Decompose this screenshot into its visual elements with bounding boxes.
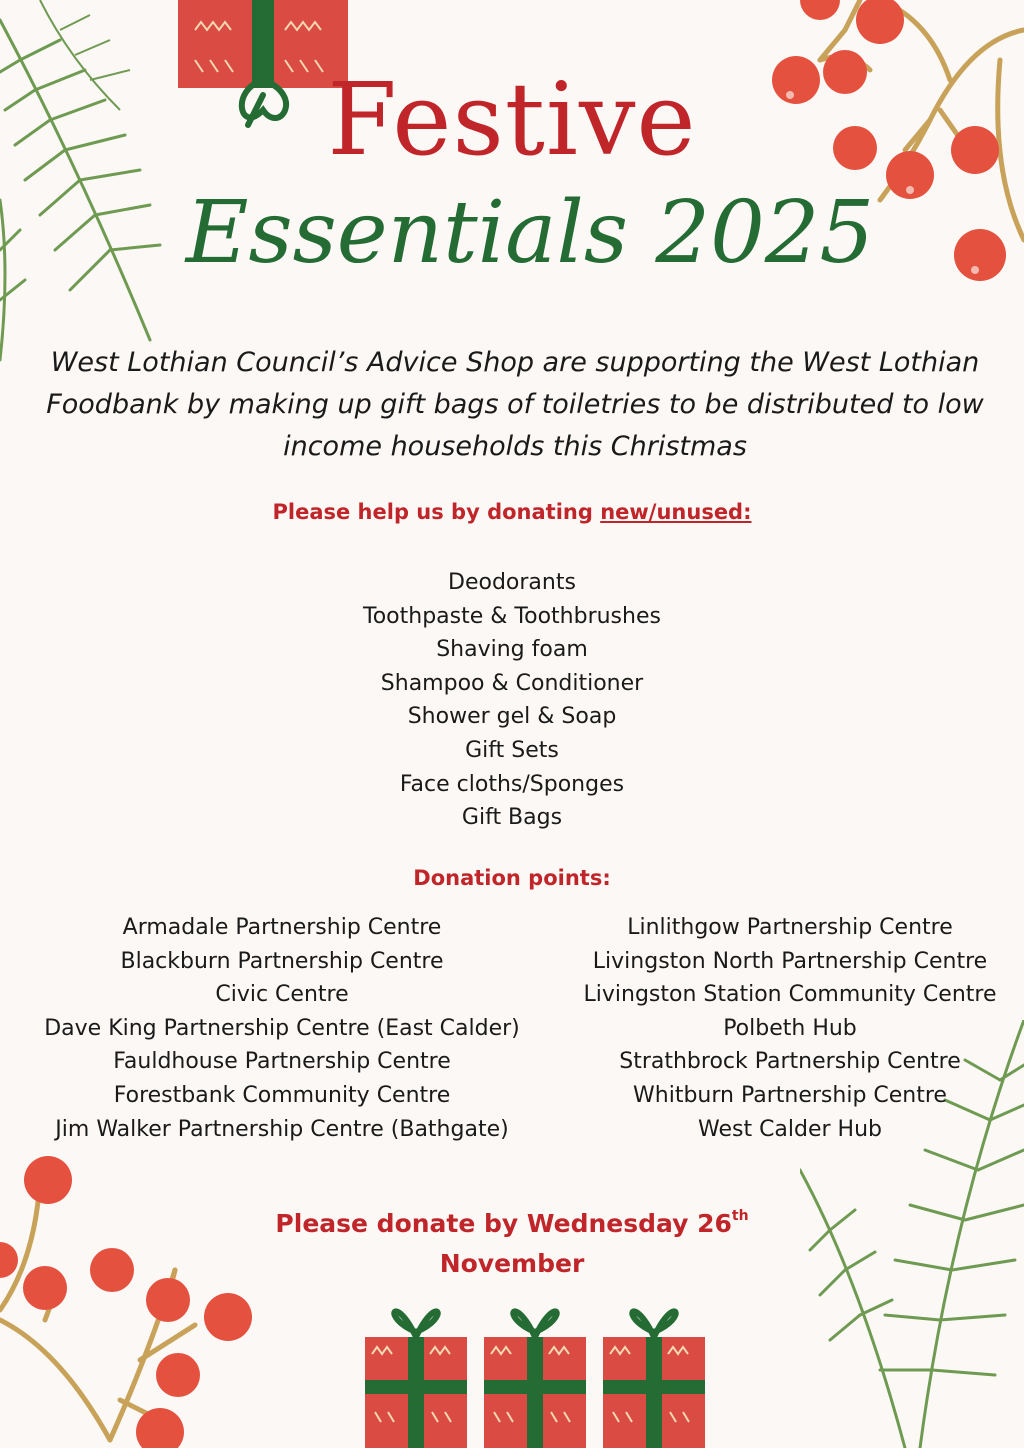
list-item: Polbeth Hub [723, 1015, 857, 1041]
list-item: West Calder Hub [697, 1116, 883, 1142]
list-item: Shampoo & Conditioner [380, 670, 644, 696]
list-item: Toothpaste & Toothbrushes [363, 603, 661, 629]
list-item: Strathbrock Partnership Centre [619, 1049, 961, 1075]
list-item: Shaving foam [436, 637, 588, 663]
list-item: Deodorants [448, 570, 576, 595]
donation-points-right [556, 911, 1024, 1146]
title-essentials: Essentials 2025 [185, 183, 875, 283]
deadline-ordinal: th [731, 1208, 749, 1224]
donation-items-list [0, 566, 1024, 835]
list-item: Armadale Partnership Centre [122, 915, 442, 940]
list-item: Whitburn Partnership Centre [633, 1082, 947, 1108]
donation-request-heading [0, 500, 1024, 524]
donation-request-emphasis: new/unused: [600, 500, 752, 524]
list-item: Forestbank Community Centre [113, 1082, 451, 1108]
donation-request-prefix: Please help us by donating [272, 500, 601, 524]
list-item: Gift Bags [461, 805, 563, 831]
list-item: Livingston Station Community Centre [583, 982, 997, 1008]
list-item: Livingston North Partnership Centre [592, 948, 988, 974]
deadline-text [0, 1196, 1024, 1284]
gift-icon-row [360, 1292, 710, 1448]
donation-points-heading: Donation points: [413, 866, 611, 890]
donation-points-left [12, 911, 552, 1146]
list-item: Dave King Partnership Centre (East Calder) [44, 1015, 520, 1041]
list-item: Gift Sets [465, 737, 559, 763]
deadline-line2: November [439, 1249, 585, 1278]
berry-branch-bottom-left [0, 1150, 270, 1448]
list-item: Fauldhouse Partnership Centre [113, 1049, 451, 1075]
deadline-line1: Please donate by Wednesday 26 [275, 1209, 732, 1238]
intro-text: West Lothian Council’s Advice Shop are supporting the West Lothian Foodbank by making up gift bags of toiletries to be distributed to low income households this Christmas [46, 347, 984, 462]
list-item: Linlithgow Partnership Centre [627, 915, 953, 940]
list-item: Civic Centre [215, 982, 349, 1008]
list-item: Blackburn Partnership Centre [120, 948, 444, 974]
list-item: Shower gel & Soap [407, 704, 617, 730]
list-item: Jim Walker Partnership Centre (Bathgate) [55, 1116, 509, 1142]
list-item: Face cloths/Sponges [399, 771, 625, 797]
title-festive: Festive [327, 61, 697, 178]
